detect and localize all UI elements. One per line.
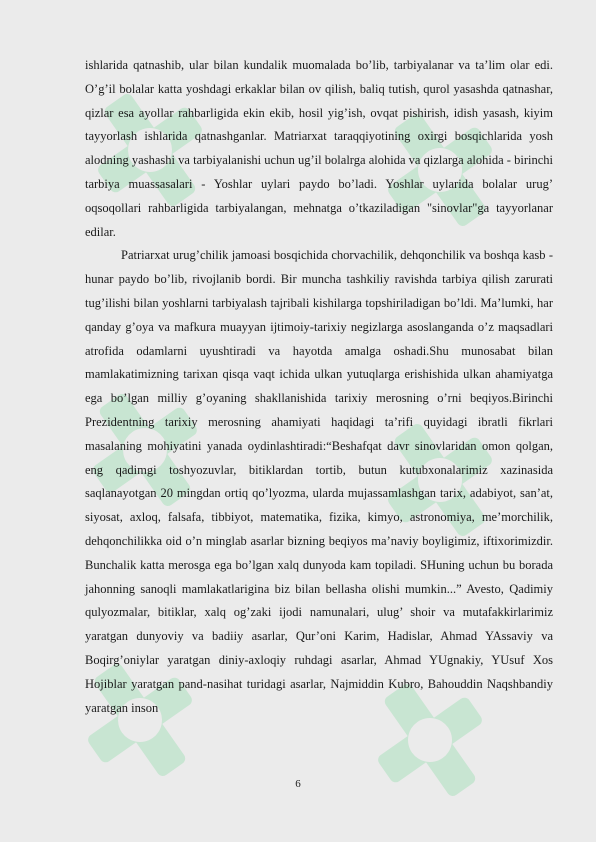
- body-text: [85, 54, 553, 720]
- paragraph-1: ishlarida qatnashib, ular bilan kundalik muomalada bo’lib, tarbiyalanar va ta’lim olar edi. O’g’il bolalar katta yoshdagi erkaklar bilan ov qilish, baliq tutish, qurol yasashda qatnashar, qizlar esa ayollar rahbarligida ekin ekib, hosil yig’ish, ovqat pishirish, idish yasash, kiyim tayyorlash ishlarida qatnashganlar. Matriarxat taraqqiyotining oxirgi bosqichlarida yosh alodning yashashi va tarbiyalanishi uchun ug’il bolalrga alohida va qizlarga alohida - birinchi tarbiya muassasalari - Yoshlar uylari paydo bo’ladi. Yoshlar uylarida bolalar urug’ oqsoqollari rahbarligida tarbiyalangan, mehnatga o’tkaziladigan "sinovlar"ga tayyorlanar edilar.: [85, 58, 553, 239]
- paragraph-2: Patriarxat urug’chilik jamoasi bosqichida chorvachilik, dehqonchilik va boshqa kasb - hunar paydo bo’lib, rivojlanib bordi. Bir muncha tashkiliy ravishda tarbiya qilish zarurati tug’ilishi bilan yoshlarni tarbiyalash tajribali kishilarga topshiriladigan bo’ldi. Ma’lumki, har qanday g’oya va mafkura muayyan ijtimoiy-tarixiy negizlarga asoslanganda o’z maqsadlari atrofida odamlarni uyushtiradi va hayotda amalga oshadi.Shu munosabat bilan mamlakatimizning tarixan qisqa vaqt ichida ulkan yutuqlarga erishishida ulkan ahamiyatga ega bo’lgan milliy g’oyaning shakllanishida tarixiy merosning o’rni beqiyos.Birinchi Prezidentning tarixiy merosning ahamiyati haqidagi ta’rifi quyidagi ibratli fikrlari masalaning mohiyatini yanada oydinlashtiradi:“Beshafqat davr sinovlaridan omon qolgan, eng qadimgi toshyozuvlar, bitiklardan tortib, butun kutubxonalarimiz xazinasida saqlanayotgan 20 mingdan ortiq qo’lyozma, ularda mujassamlashgan tarix, adabiyot, san’at, siyosat, axloq, falsafa, tibbiyot, matematika, fizika, kimyo, astronomiya, me’morchilik, dehqonchilikka oid o’n minglab asarlar bizning beqiyos ma’naviy boyligimiz, iftixorimizdir. Bunchalik katta merosga ega bo’lgan xalq dunyoda kam topiladi. SHuning uchun bu borada jahonning sanoqli mamlakatlarigina biz bilan bellasha olishi mumkin...” Avesto, Qadimiy qulyozmalar, bitiklar, xalq og’zaki ijodi namunalari, ulug’ shoir va mutafakkirlarimiz yaratgan dunyoviy va badiiy asarlar, Qur’oni Karim, Hadislar, Ahmad YAssaviy va Boqirg’oniylar yaratgan diniy-axloqiy ruhdagi asarlar, Ahmad YUgnakiy, YUsuf Xos Hojiblar yaratgan pand-nasihat turidagi asarlar, Najmiddin Kubro, Bahouddin Naqshbandiy yaratgan inson: [85, 248, 553, 715]
- page-number: 6: [295, 778, 301, 790]
